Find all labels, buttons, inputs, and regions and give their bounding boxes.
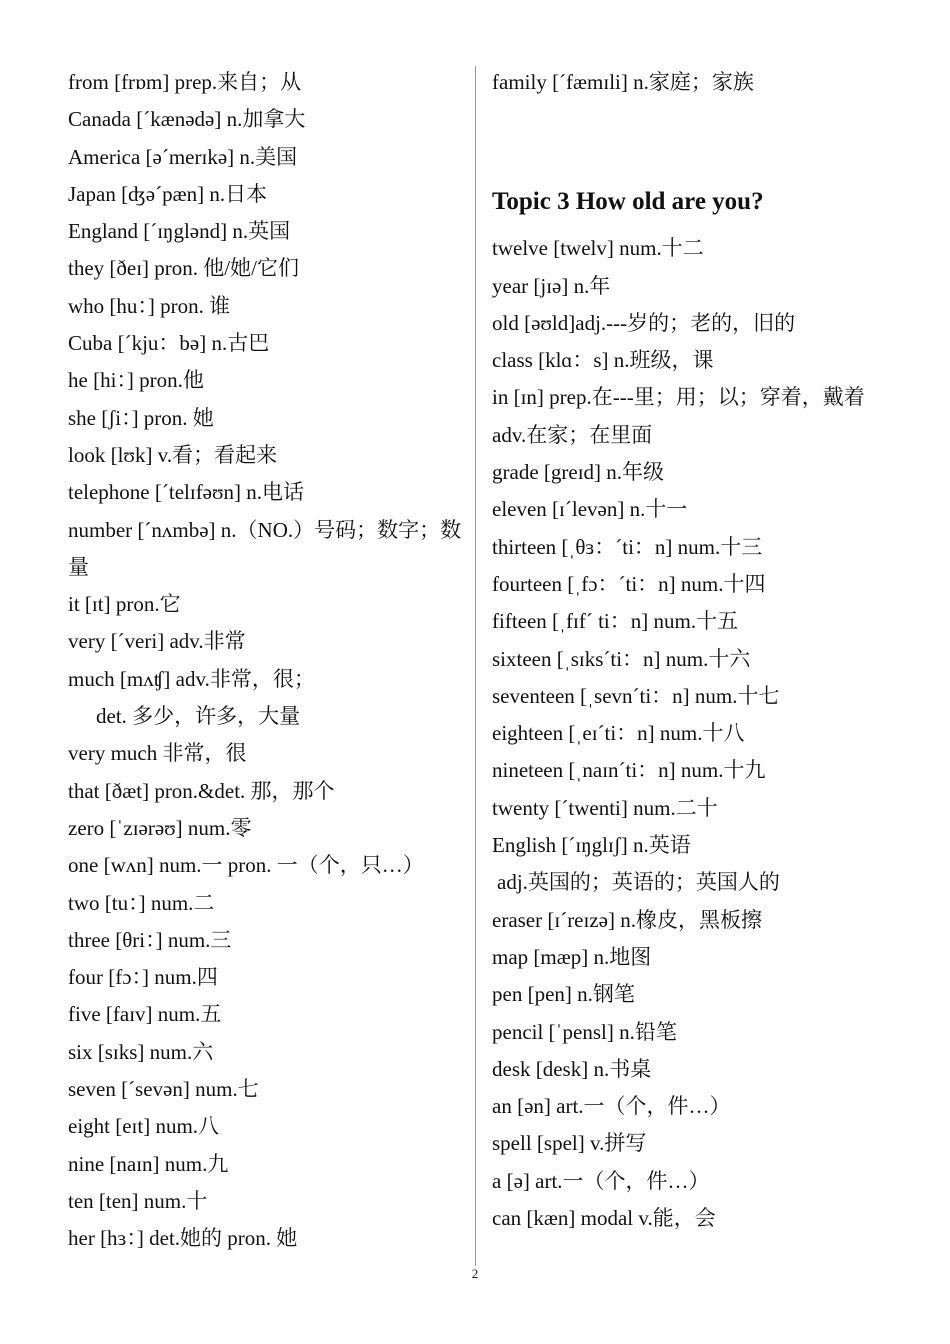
vocab-entry: number [ˊnʌmbə] n.（NO.）号码；数字；数量	[68, 517, 462, 579]
vocab-entry: Canada [ˊkænədə] n.加拿大	[68, 107, 306, 132]
vocab-entry: pen [pen] n.钢笔	[492, 982, 635, 1007]
vocab-entry: seventeen [ˌsevnˊti：n] num.十七	[492, 683, 780, 708]
vocab-entry: telephone [ˊtelɪfəʊn] n.电话	[68, 480, 305, 505]
vocab-entry: English [ˊɪŋglɪʃ] n.英语	[492, 833, 691, 858]
vocab-entry: eleven [ɪˊlevən] n.十一	[492, 497, 688, 522]
vocab-entry: thirteen [ˌθɜ：ˊti：n] num.十三	[492, 534, 763, 559]
vocab-entry: ten [ten] num.十	[68, 1188, 208, 1213]
vocab-entry: seven [ˊsevən] num.七	[68, 1077, 259, 1102]
vocab-entry-continuation: adv.在家；在里面	[492, 422, 653, 447]
vocab-entry: fourteen [ˌfɔ：ˊti：n] num.十四	[492, 571, 766, 596]
vocab-entry: a [ə] art.一（个，件…）	[492, 1168, 710, 1193]
vocab-entry: much [mʌʧ] adv.非常，很；	[68, 666, 315, 691]
vocab-entry: very much 非常，很	[68, 741, 247, 766]
vocab-entry: year [jɪə] n.年	[492, 273, 611, 298]
vocab-entry-continuation: det. 多少，许多，大量	[96, 704, 301, 729]
section-gap	[492, 101, 912, 173]
vocab-entry: twenty [ˊtwenti] num.二十	[492, 795, 718, 820]
vocab-entry: spell [spel] v.拼写	[492, 1131, 647, 1156]
vocab-entry: pencil [ˈpensl] n.铅笔	[492, 1019, 677, 1044]
vocab-entry: Japan [ʤəˊpæn] n.日本	[68, 181, 268, 206]
vocab-entry: one [wʌn] num.一 pron. 一（个，只…）	[68, 853, 424, 878]
vocab-entry: nineteen [ˌnaɪnˊti：n] num.十九	[492, 758, 766, 783]
vocab-entry: she [ʃi：] pron. 她	[68, 405, 214, 430]
vocab-entry: they [ðeɪ] pron. 他/她/它们	[68, 256, 299, 281]
vocab-entry: that [ðæt] pron.&det. 那，那个	[68, 778, 335, 803]
vocab-entry: it [ɪt] pron.它	[68, 592, 181, 617]
vocab-entry: three [θri：] num.三	[68, 927, 232, 952]
vocab-entry: an [ən] art.一（个，件…）	[492, 1094, 731, 1119]
vocab-entry: twelve [twelv] num.十二	[492, 236, 704, 261]
vocab-entry: her [hɜ：] det.她的 pron. 她	[68, 1226, 298, 1251]
vocab-entry: eight [eɪt] num.八	[68, 1114, 220, 1139]
vocab-entry: six [sɪks] num.六	[68, 1039, 214, 1064]
vocab-entry: from [frɒm] prep.来自；从	[68, 70, 302, 94]
vocab-entry: eighteen [ˌeɪˊti：n] num.十八	[492, 721, 745, 746]
vocab-entry: zero [ˈzɪərəʊ] num.零	[68, 815, 252, 840]
vocab-entry: can [kæn] modal v.能，会	[492, 1206, 716, 1231]
vocab-entry: nine [naɪn] num.九	[68, 1151, 229, 1176]
vocab-entry: Cuba [ˊkju：bə] n.古巴	[68, 331, 270, 356]
vocab-entry: old [əʊld]adj.---岁的；老的，旧的	[492, 310, 796, 335]
vocab-entry: family [ˊfæmɪli] n.家庭；家族	[492, 70, 754, 94]
vocab-entry: England [ˊɪŋglənd] n.英国	[68, 219, 291, 244]
vocab-entry: desk [desk] n.书桌	[492, 1056, 652, 1081]
vocab-entry: who [hu：] pron. 谁	[68, 293, 231, 318]
left-column	[68, 64, 466, 1258]
vocab-entry: very [ˊveri] adv.非常	[68, 629, 246, 654]
page-number: 2	[471, 1266, 479, 1281]
vocab-entry: four [fɔ：] num.四	[68, 965, 218, 990]
vocab-entry: America [əˊmerɪkə] n.美国	[68, 144, 298, 169]
vocab-entry: look [lʊk] v.看；看起来	[68, 442, 278, 467]
vocab-entry: five [faɪv] num.五	[68, 1002, 222, 1027]
vocab-entry: map [mæp] n.地图	[492, 944, 652, 969]
vocab-entry: class [klɑ：s] n.班级，课	[492, 348, 714, 373]
column-divider	[475, 66, 476, 1266]
vocab-entry: in [ɪn] prep.在---里；用；以；穿着，戴着	[492, 385, 865, 410]
vocab-entry-continuation: adj.英国的；英语的；英国人的	[497, 870, 780, 895]
vocab-entry: eraser [ɪˊreɪzə] n.橡皮，黑板擦	[492, 907, 762, 932]
topic-heading: Topic 3 How old are you?	[492, 188, 764, 216]
vocab-entry: fifteen [ˌfɪfˊ ti：n] num.十五	[492, 609, 739, 634]
vocab-entry: two [tu：] num.二	[68, 890, 215, 915]
right-column	[492, 64, 912, 1237]
vocab-entry: he [hi：] pron.他	[68, 368, 204, 393]
vocab-entry: grade [greɪd] n.年级	[492, 460, 665, 485]
vocab-entry: sixteen [ˌsɪksˊti：n] num.十六	[492, 646, 751, 671]
